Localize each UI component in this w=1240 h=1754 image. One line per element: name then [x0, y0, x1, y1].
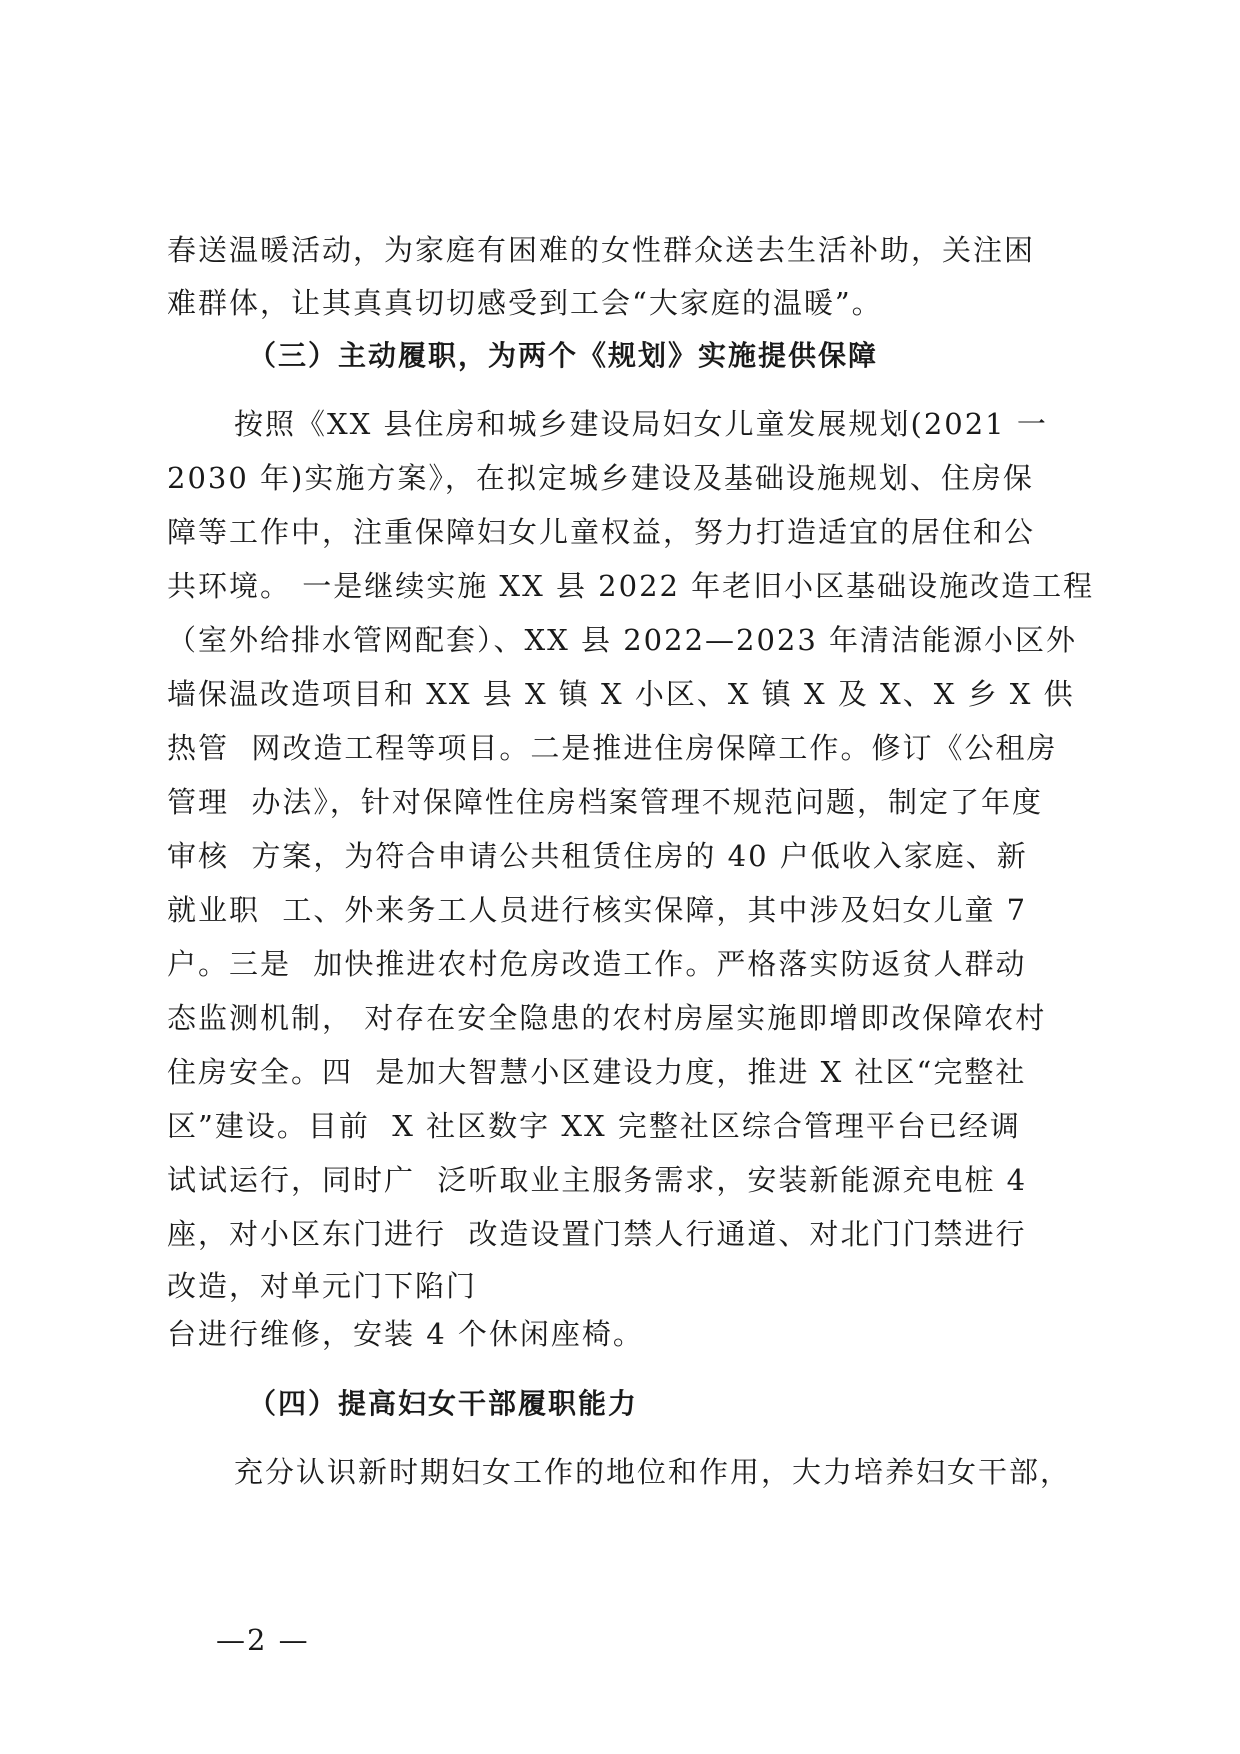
- body-text-line: 座，对小区东门进行 改造设置门禁人行通道、对北门门禁进行: [167, 1217, 1027, 1251]
- body-text-line: 春送温暖活动，为家庭有困难的女性群众送去生活补助，关注困: [167, 233, 1036, 267]
- body-text-line: 墙保温改造项目和 XX 县 X 镇 X 小区、X 镇 X 及 X、X 乡 X 供: [167, 677, 1075, 711]
- body-text-line: 管理 办法》，针对保障性住房档案管理不规范问题，制定了年度: [167, 785, 1043, 819]
- body-text-line: 难群体，让其真真切切感受到工会“大家庭的温暖”。: [167, 286, 883, 320]
- body-text-line: 就业职 工、外来务工人员进行核实保障，其中涉及妇女儿童 7: [167, 893, 1028, 927]
- body-text-line: 区”建设。目前 X 社区数字 XX 完整社区综合管理平台已经调: [167, 1109, 1021, 1143]
- body-text-line: 2030 年)实施方案》，在拟定城乡建设及基础设施规划、住房保: [167, 461, 1034, 495]
- body-text-line: 障等工作中，注重保障妇女儿童权益，努力打造适宜的居住和公: [167, 515, 1036, 549]
- page-number: —2 —: [216, 1623, 310, 1657]
- body-text-line: 试试运行，同时广 泛听取业主服务需求，安装新能源充电桩 4: [167, 1163, 1028, 1197]
- section-heading-3: （三）主动履职，为两个《规划》实施提供保障: [248, 339, 879, 372]
- section-heading-4: （四）提高妇女干部履职能力: [248, 1387, 639, 1420]
- body-text-line: 审核 方案，为符合申请公共租赁住房的 40 户低收入家庭、新: [167, 839, 1028, 873]
- body-text-line: （室外给排水管网配套）、XX 县 2022—2023 年清洁能源小区外: [167, 623, 1078, 657]
- body-text-line: 改造，对单元门下陷门: [167, 1269, 478, 1303]
- body-text-line: 态监测机制， 对存在安全隐患的农村房屋实施即增即改保障农村: [167, 1001, 1047, 1035]
- body-text-line: 按照《XX 县住房和城乡建设局妇女儿童发展规划(2021 一: [234, 407, 1048, 441]
- body-text-line: 共环境。 一是继续实施 XX 县 2022 年老旧小区基础设施改造工程: [167, 569, 1095, 603]
- body-text-line: 住房安全。四 是加大智慧小区建设力度，推进 X 社区“完整社: [167, 1055, 1027, 1089]
- body-text-line: 充分认识新时期妇女工作的地位和作用，大力培养妇女干部，: [234, 1455, 1072, 1489]
- body-text-line: 台进行维修，安装 4 个休闲座椅。: [167, 1317, 644, 1351]
- body-text-line: 热管 网改造工程等项目。二是推进住房保障工作。修订《公租房: [167, 731, 1058, 765]
- body-text-line: 户。三是 加快推进农村危房改造工作。严格落实防返贫人群动: [167, 947, 1027, 981]
